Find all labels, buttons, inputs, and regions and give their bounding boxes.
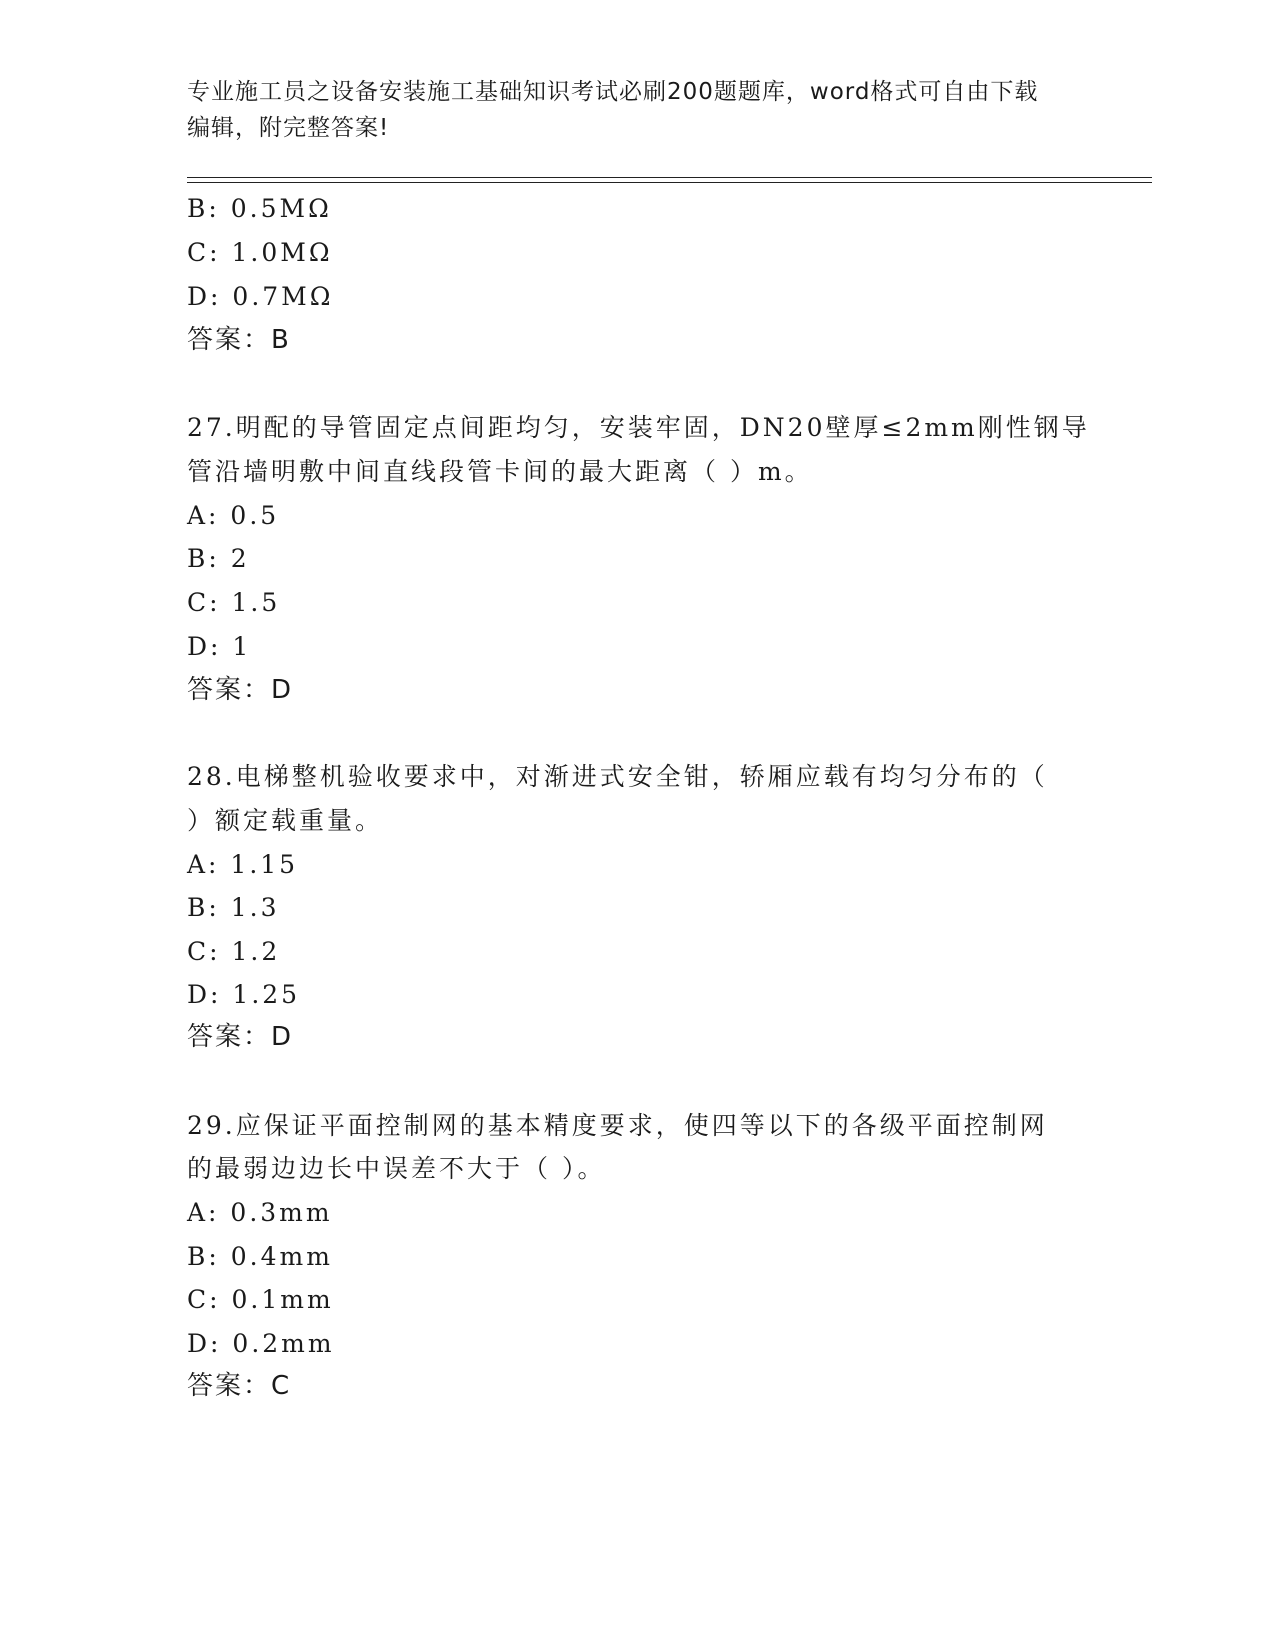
option-a: A: 0.3mm: [187, 1198, 333, 1227]
header-divider-bottom: [187, 182, 1152, 183]
header-title-line-2: 编辑，附完整答案!: [187, 115, 390, 141]
header-title-line-1: 专业施工员之设备安装施工基础知识考试必刷200题题库，word格式可自由下载: [187, 79, 1039, 105]
answer-label: 答案：C: [187, 1371, 292, 1401]
option-b: B: 0.5MΩ: [187, 194, 332, 223]
answer-label: 答案：D: [187, 1022, 294, 1052]
question-stem-line-2: 的最弱边边长中误差不大于（ ）。: [187, 1154, 606, 1183]
option-d: D: 0.2mm: [187, 1329, 335, 1358]
question-stem-line-1: 28.电梯整机验收要求中，对渐进式安全钳，轿厢应载有均匀分布的（: [187, 762, 1048, 791]
option-d: D: 1.25: [187, 980, 301, 1009]
option-c: C: 1.5: [187, 588, 281, 617]
option-c: C: 1.0MΩ: [187, 238, 333, 267]
document-header: [187, 74, 1087, 146]
option-d: D: 0.7MΩ: [187, 282, 334, 311]
question-stem-line-1: 27.明配的导管固定点间距均匀，安装牢固，DN20壁厚≤2mm刚性钢导: [187, 413, 1090, 442]
question-stem-line-2: ）额定载重量。: [187, 806, 384, 835]
option-d: D: 1: [187, 632, 252, 661]
header-divider-top: [187, 177, 1152, 178]
option-b: B: 1.3: [187, 893, 280, 922]
option-b: B: 2: [187, 544, 250, 573]
answer-label: 答案：B: [187, 325, 291, 355]
option-c: C: 0.1mm: [187, 1285, 334, 1314]
option-c: C: 1.2: [187, 937, 281, 966]
option-a: A: 0.5: [187, 501, 280, 530]
question-stem-line-1: 29.应保证平面控制网的基本精度要求，使四等以下的各级平面控制网: [187, 1111, 1048, 1140]
option-a: A: 1.15: [187, 850, 299, 879]
question-stem-line-2: 管沿墙明敷中间直线段管卡间的最大距离（ ）m。: [187, 457, 813, 486]
answer-label: 答案：D: [187, 675, 294, 705]
option-b: B: 0.4mm: [187, 1242, 333, 1271]
